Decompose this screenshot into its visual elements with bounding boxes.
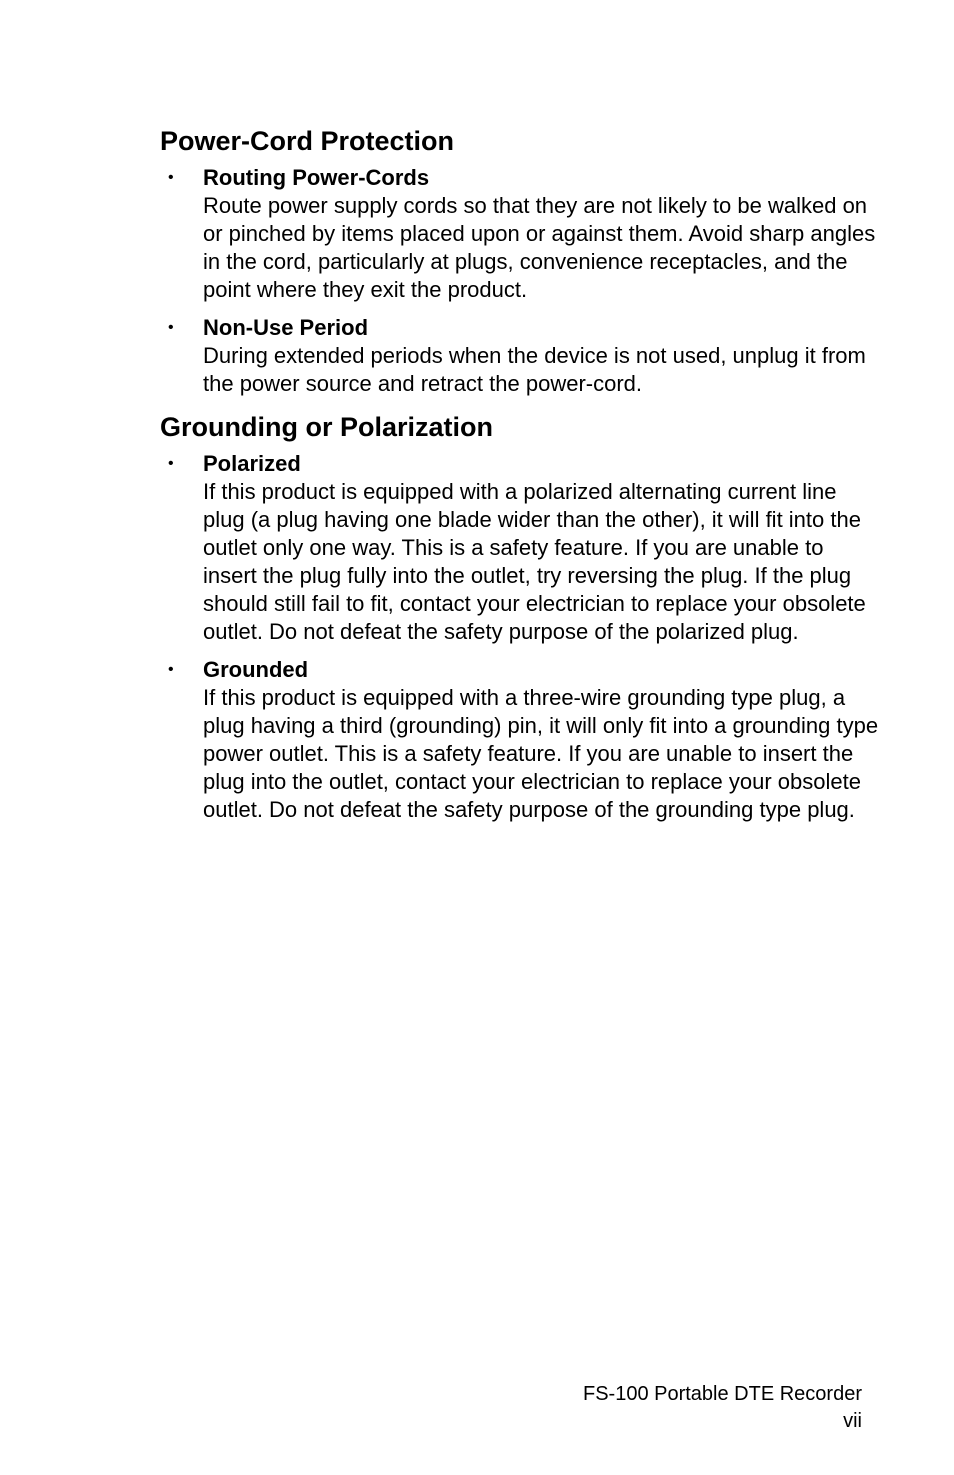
section-grounding-or-polarization	[160, 410, 880, 824]
section-heading: Grounding or Polarization	[160, 412, 493, 442]
page-number: vii	[843, 1410, 862, 1432]
bullet-icon: •	[168, 661, 174, 678]
bullet-icon: •	[168, 169, 174, 186]
bullet-icon: •	[168, 319, 174, 336]
page-footer	[583, 1381, 862, 1435]
list-item-routing-power-cords	[160, 164, 880, 304]
item-text: During extended periods when the device is not used, unplug it from the power source and retract the power-cord.	[203, 343, 866, 396]
document-body	[160, 124, 880, 834]
list-item-grounded	[160, 656, 880, 824]
list-item-polarized	[160, 450, 880, 646]
item-title: Routing Power-Cords	[203, 165, 430, 190]
item-title: Non-Use Period	[203, 315, 369, 340]
item-title: Grounded	[203, 657, 309, 682]
item-text: If this product is equipped with a polarized alternating current line plug (a plug having one blade wider than the other), it will fit into the outlet only one way. This is a safety feature. If you are unable to insert the plug fully into the outlet, try reversing the plug. If the plug should still fail to fit, contact your electrician to replace your obsolete outlet. Do not defeat the safety purpose of the polarized plug.	[203, 479, 866, 644]
footer-product-name: FS-100 Portable DTE Recorder	[582, 1383, 862, 1405]
item-text: If this product is equipped with a three-wire grounding type plug, a plug having a third (grounding) pin, it will only fit into a grounding type power outlet. This is a safety feature. If you are unable to insert the plug into the outlet, contact your electrician to replace your obsolete outlet. Do not defeat the safety purpose of the grounding type plug.	[203, 685, 879, 822]
section-power-cord-protection	[160, 124, 880, 398]
section-heading: Power-Cord Protection	[160, 126, 455, 156]
item-title: Polarized	[203, 451, 301, 476]
list-item-non-use-period	[160, 314, 880, 398]
item-text: Route power supply cords so that they are not likely to be walked on or pinched by items placed upon or against them. Avoid sharp angles in the cord, particularly at plugs, convenience receptacles, and the point where they exit the product.	[203, 193, 876, 302]
bullet-icon: •	[168, 455, 174, 472]
